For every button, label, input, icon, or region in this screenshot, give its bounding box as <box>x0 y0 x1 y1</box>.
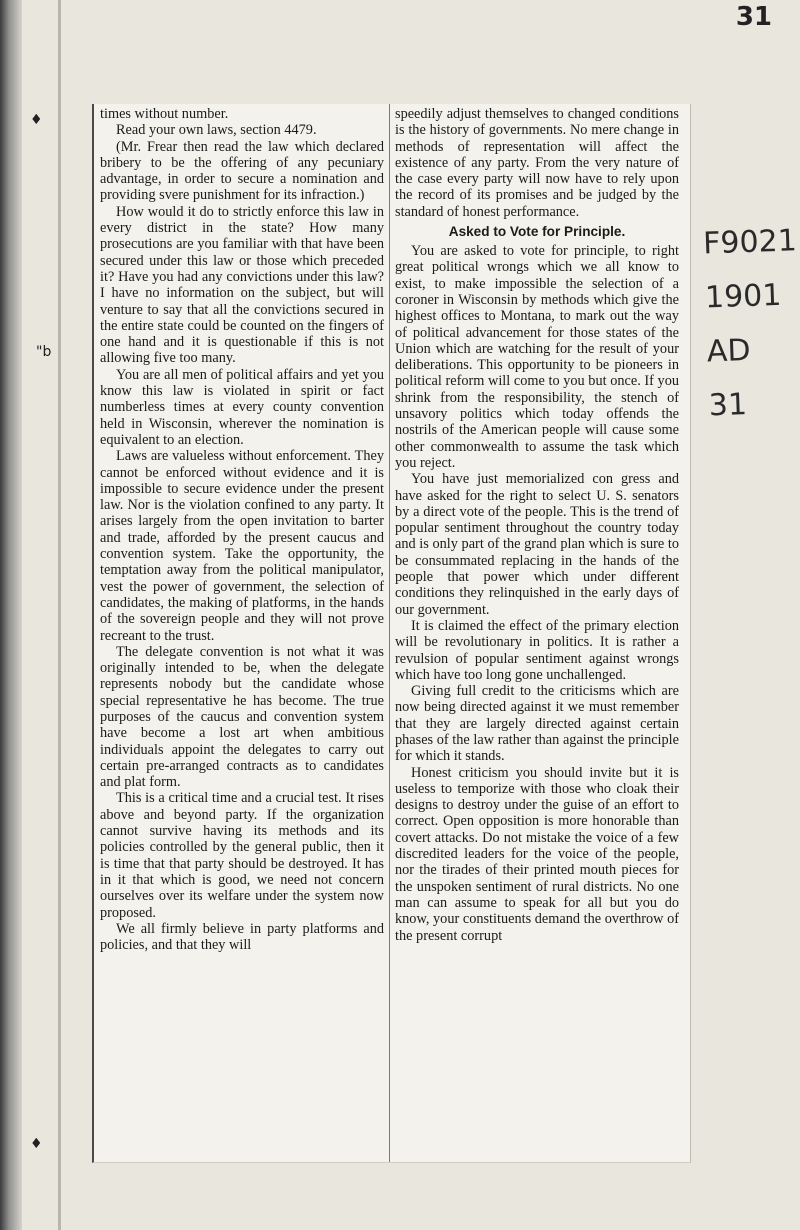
newspaper-clipping <box>92 104 691 1163</box>
paragraph: You have just memorialized con gress and have asked for the right to select U. S. senators by a direct vote of the people. This is the trend of popular sentiment throughout the country today and is only part of the grand plan which is sure to be consummated replacing in the hands of the people that power which under different conditions they relinquished in the early days of our government. <box>395 471 679 618</box>
paragraph: Laws are valueless without enforcement. They cannot be enforced without evidence and it is impossible to secure evidence under the present law. Nor is the violation confined to any party. It arises largely from the open invitation to barter and trade, afforded by the present caucus and convention system. Take the opportunity, the temptation away from the political manipulator, vest the power of government, the selection of candidates, the making of platforms, in the hands of the sovereign people and they will not prove recreant to the trust. <box>100 448 384 644</box>
archive-note-line: 1901 <box>704 277 782 316</box>
right-column <box>395 106 679 944</box>
archive-note-line: F9021 <box>702 223 798 262</box>
left-column <box>100 106 384 953</box>
paragraph: We all firmly believe in party platforms and policies, and that they will <box>100 920 384 954</box>
paragraph: Honest criticism you should invite but it is useless to temporize with those who cloak their designs to destroy under the guise of an effort to correct. Open opposition is more honorable than covert attacks. Do not mistake the voice of a few discredited leaders for the voice of the people, nor the tirades of their printed mouth pieces for the unspoken sentiment of rural districts. No one man can assume to speak for all but you do know, your constituents demand the overthrow of the present corrupt <box>395 764 679 944</box>
paragraph: Read your own laws, section 4479. <box>116 122 317 139</box>
archive-note-line: 31 <box>708 387 748 424</box>
paragraph: speedily adjust themselves to changed conditions is the history of governments. No mere change in methods of representation will affect the existence of any party. From the very nature of the case every party will now have to rely upon the record of its promises and be judged by the standard of honest performance. <box>395 106 679 220</box>
margin-mark: ♦ <box>30 112 43 128</box>
paragraph: You are all men of political affairs and yet you know this law is violated in spirit or fact numberless times at every county convention held in Wisconsin, wherever the nomination is equivalent to an election. <box>100 366 384 448</box>
fold-line <box>58 0 61 1230</box>
section-heading: Asked to Vote for Principle. <box>448 224 626 240</box>
paragraph: The delegate convention is not what it was originally intended to be, when the delegate represents nobody but the candidate whose special representative he has become. The true purposes of the caucus and convention system have become a lost art when ambitious individuals appoint the delegates to carry out certain pre-arranged contracts as to candidates and plat form. <box>100 643 384 791</box>
paragraph: How would it do to strictly enforce this law in every district in the state? How many prosecutions are you familiar with that have been secured under this law or those which preceded it? Have you had any convictions under this law? I have no information on the subject, but will venture to say that all the convictions secured in the entire state could be counted on the fingers of one hand and it is questionable if this is not allowing five too many. <box>100 203 384 367</box>
paragraph: You are asked to vote for principle, to right great political wrongs which we all know to exist, to make impossible the selection of a coroner in Wisconsin by methods which give the highest offices to Montana, to mark out the way of political advancement for those states of the Union which are watching for the result of your deliberations. This opportunity to be pioneers in political reform will come to you but once. If you shrink from the responsibility, the stench of unsavory politics which today offends the nostrils of the American people will cause some other commonwealth to assume the task which you reject. <box>395 243 679 471</box>
handwritten-archive-note <box>702 215 798 434</box>
page-number: 31 <box>735 2 772 32</box>
paragraph: It is claimed the effect of the primary election will be revolutionary in politics. It is rather a revulsion of popular sentiment against wrongs which have too long gone unchallenged. <box>395 617 679 683</box>
column-divider <box>389 104 390 1162</box>
paragraph: (Mr. Frear then read the law which declared bribery to be the offering of any pecuniary advantage, in order to secure a nomination and providing svere punishment for its infraction.) <box>100 138 384 204</box>
page-edge-shadow <box>0 0 22 1230</box>
margin-mark: ♦ <box>30 1136 43 1152</box>
margin-mark: "b <box>36 344 52 360</box>
archive-note-line: AD <box>706 332 752 370</box>
paragraph: Giving full credit to the criticisms which are now being directed against it we must remember that they are largely directed against certain phases of the law rather than against the principle for which it stands. <box>395 683 679 765</box>
paragraph: times without number. <box>100 106 229 122</box>
paragraph: This is a critical time and a crucial test. It rises above and beyond party. If the organization cannot survive having its methods and its policies controlled by the general public, then it is time that that party should be destroyed. It has in it that which is good, we need not concern ourselves over its welfare under the system now proposed. <box>100 790 384 921</box>
